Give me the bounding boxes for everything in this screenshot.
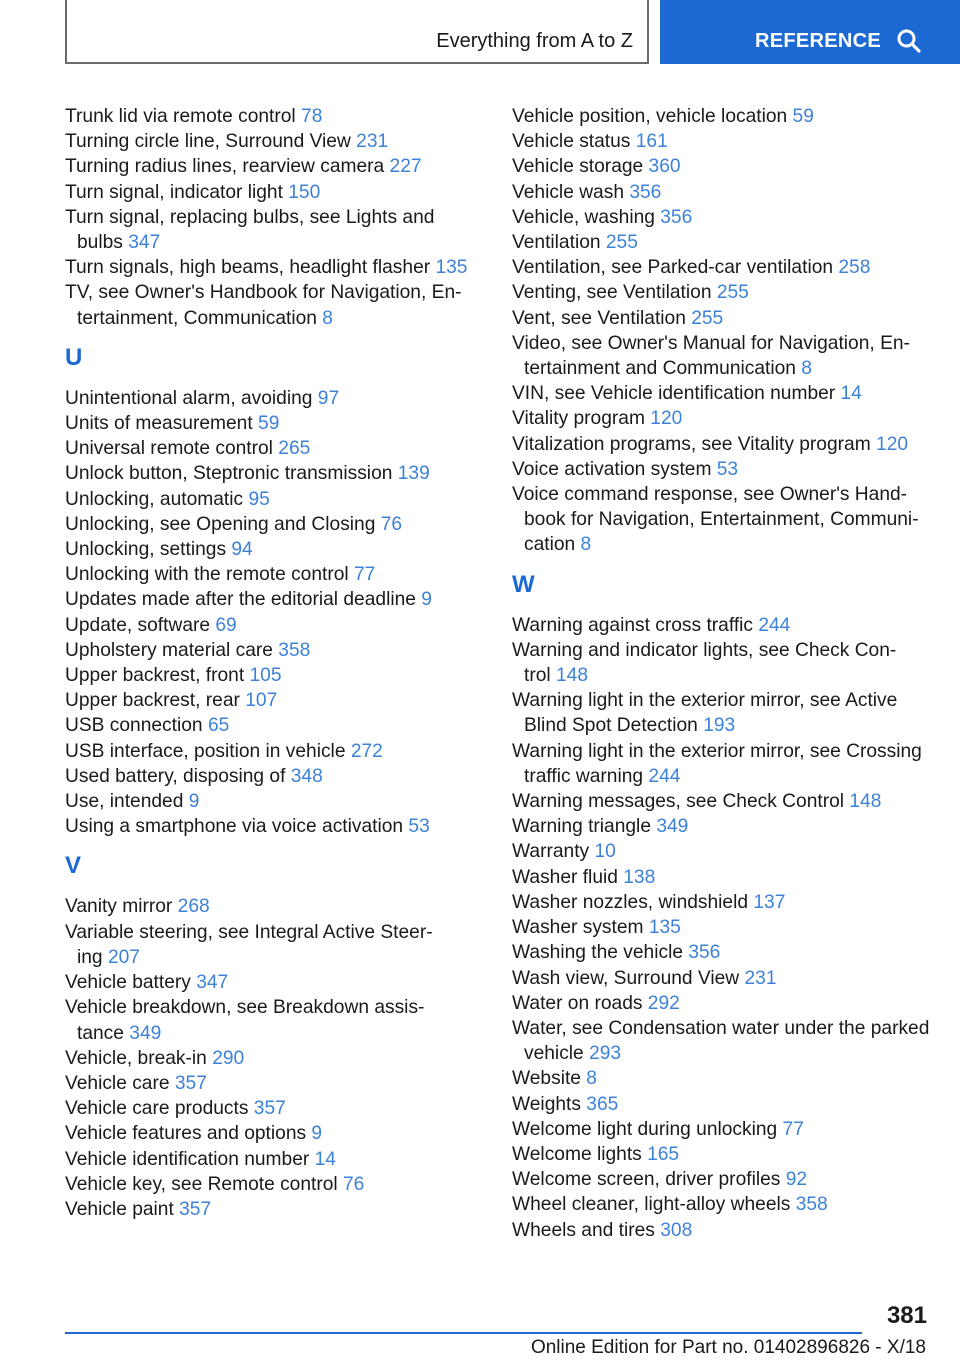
index-entry [65,789,470,814]
index-entry [512,255,937,280]
index-entry-text: Upper backrest, rear [65,690,246,712]
index-entry [65,461,470,486]
index-entry-text: Welcome screen, driver profiles [512,1169,786,1191]
index-entry-text: Washing the vehicle [512,942,689,964]
page-reference-link[interactable]: 356 [629,181,662,203]
page-reference-link[interactable]: 244 [758,614,791,636]
page-reference-link[interactable]: 150 [288,181,321,203]
page-reference-link[interactable]: 78 [301,106,323,127]
index-entry-text: Water, see Condensation water under the parked [512,1017,930,1039]
index-entry [512,280,937,305]
page-reference-link[interactable]: 105 [249,665,282,687]
index-entry [512,966,937,991]
page-reference-link[interactable]: 120 [876,433,909,455]
index-entry-text: Vehicle features and options [65,1123,312,1145]
page-reference-link[interactable]: 92 [785,1169,808,1191]
index-entry-text: Vitalization programs, see Vitality program [512,433,877,455]
index-entry-text: Warning triangle [512,816,657,838]
index-entry-text: Units of measurement [65,413,259,435]
page-reference-link[interactable]: 268 [177,896,210,918]
index-entry-text: Using a smartphone via voice activation [65,816,409,838]
page-reference-link[interactable]: 265 [278,438,311,460]
page-reference-link[interactable]: 97 [317,387,340,409]
index-entry-text: TV, see Owner's Handbook for Navigation, En- [65,282,462,304]
index-entry [512,1167,937,1192]
index-entry-text: Updates made after the editorial deadline [65,589,422,611]
index-entry [65,1172,470,1197]
index-entry [65,894,470,919]
index-entry [65,386,470,411]
page-reference-link[interactable]: 292 [647,992,680,1014]
index-entry-text: Voice command response, see Owner's Hand- [512,484,908,506]
page-reference-link[interactable]: 347 [128,232,161,254]
index-entry [512,789,937,814]
index-entry [512,915,937,940]
page-reference-link[interactable]: 193 [703,715,736,737]
index-entry-text: Variable steering, see Integral Active Steer- [65,921,433,943]
index-entry [512,814,937,839]
page-reference-link[interactable]: 207 [107,946,140,968]
page-reference-link[interactable]: 356 [660,206,693,228]
index-entry [512,739,937,789]
page-reference-link[interactable]: 357 [253,1098,286,1120]
index-entry [512,230,937,255]
index-entry-text: Vehicle care [65,1072,175,1094]
index-entry [65,1096,470,1121]
page-reference-link[interactable]: 8 [801,358,812,380]
index-entry [65,512,470,537]
index-entry [512,1192,937,1217]
page-reference-link[interactable]: 161 [635,131,668,153]
page-reference-link[interactable]: 77 [354,564,376,586]
index-entry-text: Warning light in the exterior mirror, see Crossing [512,740,922,762]
index-entry-text: Unlocking with the remote control [65,564,355,586]
index-entry [65,1197,470,1222]
index-entry [512,154,937,179]
index-entry-text: Vehicle paint [65,1198,180,1220]
index-entry [65,663,470,688]
index-entry-text: Wash view, Surround View [512,967,745,989]
index-entry [65,280,470,330]
index-entry-text: Wheel cleaner, light-alloy wheels [512,1194,796,1216]
index-entry-text: Ventilation, see Parked-car ventilation [512,257,839,279]
page-reference-link[interactable]: 8 [586,1068,597,1090]
section-title: Everything from A to Z [436,30,633,52]
page-reference-link[interactable]: 59 [792,106,814,127]
page-reference-link[interactable]: 65 [207,715,230,737]
page-reference-link[interactable]: 360 [648,156,681,178]
index-entry [65,970,470,995]
index-entry [65,613,470,638]
index-entry-text: Warranty [512,841,595,863]
index-entry-text: book for Navigation, Entertainment, Communi- [524,509,919,531]
index-entry [512,688,937,738]
index-entry-text: Upper backrest, front [65,665,250,687]
page-reference-link[interactable]: 358 [795,1194,828,1216]
page-reference-link[interactable]: 148 [849,791,882,813]
page-reference-link[interactable]: 272 [350,740,383,762]
index-section-letter: V [65,852,82,880]
page-reference-link[interactable]: 107 [245,690,278,712]
index-entry-text: bulbs [77,232,129,254]
page-reference-link[interactable]: 135 [648,917,681,939]
index-entry-text: Unlocking, see Opening and Closing [65,513,381,535]
index-entry [65,129,470,154]
index-entry [65,180,470,205]
index-entry [65,814,470,839]
header-section-box [65,0,649,64]
index-entry [65,436,470,461]
index-entry [65,487,470,512]
index-entry-text: Turn signal, replacing bulbs, see Lights and [65,206,435,228]
index-entry-text: Video, see Owner's Manual for Navigation, En- [512,332,910,354]
index-entry-text: Universal remote control [65,438,279,460]
index-entry-text: Washer system [512,917,649,939]
index-entry [512,482,937,558]
index-entry-text: Turning radius lines, rearview camera [65,156,390,178]
page-reference-link[interactable]: 347 [196,972,229,994]
index-entry [65,537,470,562]
index-entry-text: Update, software [65,614,216,636]
index-entry-text: Unlocking, settings [65,539,232,561]
page-reference-link[interactable]: 9 [188,791,200,813]
search-icon[interactable] [896,28,922,54]
index-entry-text: Weights [512,1093,587,1115]
page-reference-link[interactable]: 138 [623,866,656,888]
index-entry-text: Vehicle, break-in [65,1047,213,1069]
index-entry-text: Used battery, disposing of [65,765,291,787]
index-entry-text: tertainment and Communication [524,358,802,380]
index-entry-text: Vehicle storage [512,156,649,178]
index-entry-text: Vehicle breakdown, see Breakdown assis- [65,997,425,1019]
page-reference-link[interactable]: 76 [380,513,403,535]
page-reference-link[interactable]: 76 [343,1173,365,1195]
page-reference-link[interactable]: 94 [231,539,253,561]
index-entry-text: Vitality program [512,408,651,430]
page-reference-link[interactable]: 293 [589,1043,622,1065]
index-entry-text: Welcome light during unlocking [512,1118,783,1140]
index-entry [65,713,470,738]
index-entry [65,411,470,436]
page-reference-link[interactable]: 95 [248,488,270,510]
page-reference-link[interactable]: 53 [408,816,430,838]
page-reference-link[interactable]: 290 [212,1047,245,1069]
page-reference-link[interactable]: 348 [290,765,323,787]
index-entry [512,890,937,915]
index-entry-text: Unintentional alarm, avoiding [65,387,318,409]
index-entry-text: ing [77,946,108,968]
page-reference-link[interactable]: 255 [605,232,638,254]
reference-label: REFERENCE [755,30,882,52]
page-reference-link[interactable]: 14 [840,383,862,405]
index-entry-text: tertainment, Communication [77,307,323,329]
page-reference-link[interactable]: 53 [716,458,739,480]
index-entry [65,562,470,587]
index-entry [512,865,937,890]
index-entry-text: Warning and indicator lights, see Check Con- [512,639,897,661]
index-entry-text: Turning circle line, Surround View [65,131,357,153]
index-entry-text: Vehicle identification number [65,1148,315,1170]
index-entry [65,688,470,713]
index-entry-text: Upholstery material care [65,639,279,661]
page-reference-link[interactable]: 231 [356,131,389,153]
index-entry-text: Washer nozzles, windshield [512,891,754,913]
page-reference-link[interactable]: 139 [397,463,430,485]
index-entry [512,104,937,129]
index-entry [65,920,470,970]
index-section-letter: W [512,570,535,598]
index-entry [512,406,937,431]
page-reference-link[interactable]: 358 [278,639,311,661]
index-entry-text: cation [524,534,581,556]
footer-divider [65,1332,862,1334]
index-entry-text: Unlock button, Steptronic transmission [65,463,398,485]
index-entry-text: Blind Spot Detection [524,715,704,737]
page-reference-link[interactable]: 258 [838,257,871,279]
page-reference-link[interactable]: 9 [421,589,432,611]
index-entry [512,205,937,230]
page-reference-link[interactable]: 8 [580,534,592,556]
index-entry-text: Vent, see Ventilation [512,307,692,329]
index-entry-text: Ventilation [512,232,606,254]
page-reference-link[interactable]: 69 [215,614,237,636]
index-entry [65,995,470,1045]
index-entry-text: trol [524,665,556,687]
index-entry-text: USB connection [65,715,208,737]
page-reference-link[interactable]: 357 [174,1072,207,1094]
page-reference-link[interactable]: 349 [129,1022,162,1044]
index-entry [512,1066,937,1091]
footer-edition-text: Online Edition for Part no. 01402896826 - X/18 [530,1337,926,1358]
page-reference-link[interactable]: 165 [647,1143,680,1165]
index-entry [65,587,470,612]
index-entry-text: Website [512,1068,587,1090]
index-entry [512,381,937,406]
index-entry [512,432,937,457]
index-entry [65,1147,470,1172]
index-entry-text: Unlocking, automatic [65,488,249,510]
index-entry-text: Wheels and tires [512,1219,661,1241]
index-entry [65,1046,470,1071]
index-entry-text: Turn signals, high beams, headlight flasher [65,257,436,279]
page-reference-link[interactable]: 231 [744,967,777,989]
page-reference-link[interactable]: 356 [688,942,721,964]
page-reference-link[interactable]: 14 [314,1148,336,1170]
index-entry-text: vehicle [524,1043,590,1065]
index-entry [65,739,470,764]
index-entry-text: Warning against cross traffic [512,614,759,636]
index-entry-text: Welcome lights [512,1143,648,1165]
index-entry-text: Vehicle status [512,131,636,153]
index-entry-text: Vehicle key, see Remote control [65,1173,344,1195]
index-entry-text: Vehicle care products [65,1098,254,1120]
index-entry [65,154,470,179]
index-entry [512,1142,937,1167]
index-entry-text: Water on roads [512,992,648,1014]
page-reference-link[interactable]: 349 [656,816,689,838]
index-entry [65,1121,470,1146]
index-entry-text: Venting, see Ventilation [512,282,717,304]
page-reference-link[interactable]: 137 [753,891,786,913]
page-reference-link[interactable]: 365 [586,1093,619,1115]
index-entry-text: VIN, see Vehicle identification number [512,383,841,405]
index-entry-text: Washer fluid [512,866,624,888]
index-column-left [65,104,470,1222]
index-column-right [512,104,937,1243]
index-entry-text: Trunk lid via remote control [65,106,302,127]
index-entry-text: Vehicle wash [512,181,630,203]
index-entry [65,205,470,255]
page-reference-link[interactable]: 10 [594,841,616,863]
page-reference-link[interactable]: 8 [322,307,333,329]
index-entry [512,1016,937,1066]
index-entry [512,306,937,331]
index-entry [65,638,470,663]
index-entry [65,104,470,129]
index-entry [512,331,937,381]
index-entry [512,839,937,864]
index-entry [512,129,937,154]
index-entry [512,991,937,1016]
index-entry [512,638,937,688]
index-entry-text: Vehicle, washing [512,206,661,228]
index-entry-text: tance [77,1022,130,1044]
index-entry [65,255,470,280]
index-entry [512,940,937,965]
page-reference-link[interactable]: 227 [389,156,422,178]
page-reference-link[interactable]: 357 [179,1198,212,1220]
index-entry [512,1117,937,1142]
index-entry-text: Vehicle position, vehicle location [512,106,793,127]
page-reference-link[interactable]: 59 [258,413,280,435]
index-entry [512,457,937,482]
index-entry-text: Voice activation system [512,458,717,480]
index-entry-text: Vanity mirror [65,896,178,918]
index-entry [512,613,937,638]
page-reference-link[interactable]: 120 [650,408,683,430]
index-entry [512,1218,937,1243]
index-entry-text: traffic warning [524,765,649,787]
page-reference-link[interactable]: 308 [660,1219,693,1241]
index-entry-text: Vehicle battery [65,972,197,994]
page-reference-link[interactable]: 255 [691,307,724,329]
page-number: 381 [886,1302,927,1329]
index-entry-text: Warning light in the exterior mirror, see Active [512,690,898,712]
page-reference-link[interactable]: 9 [311,1123,323,1145]
index-entry-text: Turn signal, indicator light [65,181,289,203]
index-entry-text: USB interface, position in vehicle [65,740,351,762]
page-reference-link[interactable]: 77 [782,1118,804,1140]
page-reference-link[interactable]: 148 [556,665,589,687]
page-reference-link[interactable]: 244 [648,765,681,787]
page-reference-link[interactable]: 135 [435,257,468,279]
index-entry-text: Use, intended [65,791,189,813]
index-entry [65,1071,470,1096]
page-reference-link[interactable]: 255 [716,282,749,304]
index-entry-text: Warning messages, see Check Control [512,791,850,813]
reference-tab[interactable] [660,0,960,64]
index-section-letter: U [65,343,83,371]
index-entry [65,764,470,789]
index-entry [512,180,937,205]
index-entry [512,1092,937,1117]
